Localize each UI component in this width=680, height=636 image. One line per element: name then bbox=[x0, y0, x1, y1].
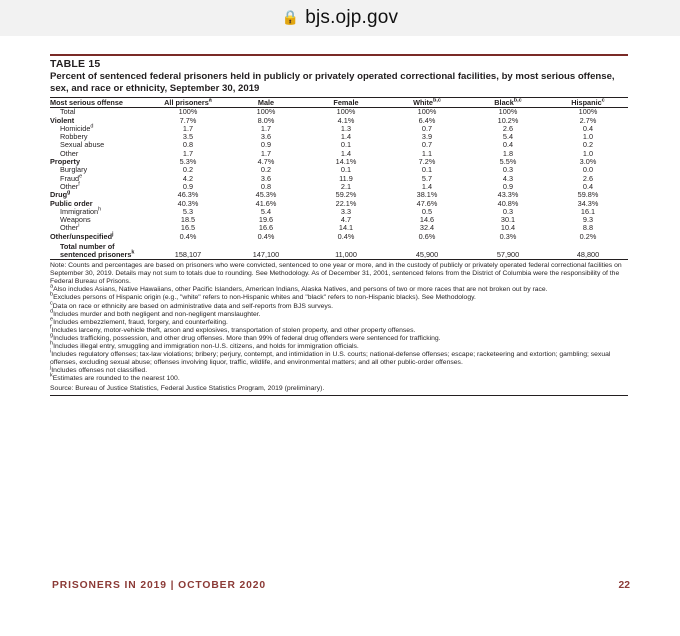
table-cell: 4.7% bbox=[257, 157, 275, 167]
table-cell: 41.6% bbox=[255, 198, 277, 208]
footnote-marker: f bbox=[50, 324, 52, 331]
column-header-label: Most serious offense bbox=[50, 97, 123, 107]
url-text[interactable]: bjs.ojp.gov bbox=[305, 7, 399, 28]
column-header-label: All prisoners bbox=[164, 97, 209, 107]
column-header-label-footnote-marker: b,c bbox=[513, 97, 522, 104]
row-label: Drug bbox=[50, 190, 68, 200]
table-cell: 1.8 bbox=[502, 148, 514, 158]
footnote-marker: b bbox=[50, 292, 54, 299]
table-cell: 45.3% bbox=[255, 190, 277, 200]
table-row bbox=[50, 208, 628, 216]
footnote bbox=[50, 300, 628, 311]
table-cell: 19.6 bbox=[258, 215, 274, 225]
table-cell: 5.5% bbox=[499, 157, 517, 167]
table-cell: 14.1% bbox=[335, 157, 357, 167]
footnote-marker: a bbox=[50, 284, 54, 291]
row-label: Weapons bbox=[60, 215, 91, 225]
footnote-text: Estimates are rounded to the nearest 100. bbox=[52, 375, 180, 383]
table-cell: 40.3% bbox=[177, 198, 199, 208]
footnote bbox=[50, 324, 628, 335]
row-label-footnote-marker: h bbox=[98, 206, 102, 213]
table-cell: 0.9 bbox=[502, 181, 514, 191]
table-cell: 1.0 bbox=[582, 148, 594, 158]
table-cell: 0.1 bbox=[421, 165, 433, 175]
table-cell: 0.3 bbox=[502, 206, 514, 216]
table-cell: 43.3% bbox=[497, 190, 519, 200]
table-cell: 4.1% bbox=[337, 115, 355, 125]
table-cell: 46.3% bbox=[177, 190, 199, 200]
footer-page-number: 22 bbox=[618, 580, 630, 591]
table-cell: 0.7 bbox=[421, 123, 433, 133]
table-cell: 0.1 bbox=[340, 165, 352, 175]
footnote-marker: k bbox=[50, 373, 53, 380]
table-cell: 3.6 bbox=[260, 132, 272, 142]
table-cell: 0.6% bbox=[418, 231, 436, 241]
column-header bbox=[468, 98, 548, 108]
table-cell: 1.4 bbox=[340, 148, 352, 158]
table-cell: 10.2% bbox=[497, 115, 519, 125]
table-cell: 0.1 bbox=[340, 140, 352, 150]
table-cell: 5.4 bbox=[502, 132, 514, 142]
row-label: Robbery bbox=[60, 132, 88, 142]
table-cell: 5.3 bbox=[182, 206, 194, 216]
total-row-label-cell bbox=[50, 241, 150, 260]
table-row bbox=[50, 117, 628, 125]
column-header-label: Female bbox=[333, 97, 359, 107]
footnote bbox=[50, 375, 628, 383]
table-row bbox=[50, 141, 628, 149]
table-cell: 1.3 bbox=[340, 123, 352, 133]
footnote-marker: d bbox=[50, 308, 54, 315]
table-cell: 0.4% bbox=[179, 231, 197, 241]
total-count-cell: 11,000 bbox=[306, 241, 386, 260]
footnote bbox=[50, 332, 628, 343]
total-count-cell: 147,100 bbox=[226, 241, 306, 260]
table-cell: 2.7% bbox=[579, 115, 597, 125]
footnote bbox=[50, 316, 628, 327]
column-header bbox=[386, 98, 468, 108]
table-cell: 2.1 bbox=[340, 181, 352, 191]
table-cell: 11.9 bbox=[339, 173, 353, 183]
footnote bbox=[50, 348, 628, 367]
table-cell: 59.2% bbox=[335, 190, 357, 200]
footnote-marker: e bbox=[50, 316, 54, 323]
table-cell: 1.7 bbox=[260, 123, 272, 133]
column-header bbox=[306, 98, 386, 108]
table-cell: 38.1% bbox=[416, 190, 438, 200]
table-cell: 100% bbox=[417, 107, 437, 117]
table-cell: 3.9 bbox=[421, 132, 433, 142]
table-cell: 4.7 bbox=[340, 215, 352, 225]
table-cell: 14.1 bbox=[338, 223, 354, 233]
table-cell: 1.4 bbox=[340, 132, 352, 142]
table-cell: 0.8 bbox=[260, 181, 272, 191]
table-header-row bbox=[50, 98, 628, 108]
footer-report-title: PRISONERS IN 2019 | OCTOBER 2020 bbox=[52, 580, 267, 591]
table-cell: 22.1% bbox=[335, 198, 357, 208]
table-cell: 40.8% bbox=[497, 198, 519, 208]
footnote-text: Includes offenses not classified. bbox=[51, 367, 148, 375]
row-label: Other bbox=[60, 223, 79, 233]
footnote-text: Also includes Asians, Native Hawaiians, other Pacific Islanders, American Indians, Alaska Natives, and persons of two or more races that are not broken out by race. bbox=[53, 286, 548, 294]
table-row bbox=[50, 125, 628, 133]
column-header-label-footnote-marker: b,c bbox=[432, 97, 441, 104]
table-cell: 100% bbox=[336, 107, 356, 117]
column-header-label-footnote-marker: a bbox=[208, 97, 212, 104]
footnote-text: Includes murder and both negligent and non-negligent manslaughter. bbox=[53, 310, 261, 318]
footnote bbox=[50, 294, 628, 302]
table-cell: 5.7 bbox=[421, 173, 433, 183]
column-header bbox=[50, 98, 150, 108]
data-table bbox=[50, 97, 628, 260]
table-cell: 100% bbox=[498, 107, 518, 117]
table-cell: 0.7 bbox=[421, 140, 433, 150]
row-label-footnote-marker: d bbox=[90, 123, 94, 130]
table-cell: 4.2 bbox=[182, 173, 194, 183]
table-cell: 47.6% bbox=[416, 198, 438, 208]
table-body bbox=[50, 108, 628, 260]
footnote-text: Excludes persons of Hispanic origin (e.g., "white" refers to non-Hispanic whites and "black" refers to non-Hispanic blacks). See Methodology. bbox=[53, 294, 476, 302]
table-cell: 5.3% bbox=[179, 157, 197, 167]
table-cell: 0.2 bbox=[582, 140, 594, 150]
table-cell: 16.1 bbox=[580, 206, 596, 216]
row-label-footnote-marker: j bbox=[112, 231, 114, 238]
source-note: Source: Bureau of Justice Statistics, Federal Justice Statistics Program, 2019 (preliminary). bbox=[50, 385, 628, 395]
column-header-label: Male bbox=[257, 97, 275, 107]
footnote-text: Includes illegal entry, smuggling and immigration non-U.S. citizens, and holds for immigration officials. bbox=[53, 342, 359, 350]
table-cell: 16.6 bbox=[258, 223, 274, 233]
row-label: Fraud bbox=[60, 173, 80, 183]
total-count-cell: 158,107 bbox=[150, 241, 226, 260]
table-cell: 0.4 bbox=[582, 123, 594, 133]
row-label: Other/unspecified bbox=[50, 231, 113, 241]
table-cell: 14.6 bbox=[419, 215, 435, 225]
footnote-text: Data on race or ethnicity are based on administrative data and self-reports from BJS surveys. bbox=[52, 302, 334, 310]
column-header bbox=[548, 98, 628, 108]
table-cell: 4.3 bbox=[502, 173, 514, 183]
table-cell: 1.7 bbox=[182, 123, 194, 133]
table-cell: 3.6 bbox=[260, 173, 272, 183]
column-header-label: Black bbox=[494, 97, 514, 107]
table-title: Percent of sentenced federal prisoners held in publicly or privately operated correctional facilities, by most serious offense, sex, and race or ethnicity, September 30, 2019 bbox=[50, 71, 615, 94]
row-label: Homicide bbox=[60, 123, 91, 133]
table-cell: 10.4 bbox=[500, 223, 516, 233]
table-cell: 100% bbox=[256, 107, 276, 117]
footnote-marker: c bbox=[50, 300, 53, 307]
table-cell: 0.2% bbox=[579, 231, 597, 241]
table-row bbox=[50, 233, 628, 241]
table-cell: 0.2 bbox=[260, 165, 272, 175]
table-cell: 0.2 bbox=[182, 165, 194, 175]
table-cell: 7.2% bbox=[418, 157, 436, 167]
total-count-cell: 48,800 bbox=[548, 241, 628, 260]
document-page bbox=[10, 36, 670, 636]
row-label: Burglary bbox=[60, 165, 88, 175]
browser-address-bar[interactable] bbox=[0, 0, 680, 36]
column-header-label: Hispanic bbox=[571, 97, 602, 107]
table-cell: 7.7% bbox=[179, 115, 197, 125]
table-cell: 8.8 bbox=[582, 223, 594, 233]
column-header bbox=[150, 98, 226, 108]
column-header-label: White bbox=[413, 97, 433, 107]
total-count-cell: 45,900 bbox=[386, 241, 468, 260]
total-count-row bbox=[50, 241, 628, 260]
table-cell: 18.5 bbox=[180, 215, 196, 225]
footnote bbox=[50, 340, 628, 351]
table-cell: 0.4 bbox=[502, 140, 514, 150]
row-label: Other bbox=[60, 181, 79, 191]
table-cell: 100% bbox=[578, 107, 598, 117]
table-cell: 3.3 bbox=[340, 206, 352, 216]
table-cell: 0.9 bbox=[182, 181, 194, 191]
row-label: Violent bbox=[50, 115, 75, 125]
table-cell: 32.4 bbox=[419, 223, 435, 233]
footnote-text: Note: Counts and percentages are based on prisoners who were convicted, sentenced to one year or more, and in the custody of publicly or privately operated federal correctional facilities on September 30, 2019. Details may not sum to totals due to rounding. See Methodology. As of December 31, 2001, sentenced felons from the District of Columbia were the responsibility of the Federal Bureau of Prisons. bbox=[50, 262, 622, 286]
table-cell: 0.4% bbox=[337, 231, 355, 241]
table-cell: 2.6 bbox=[582, 173, 594, 183]
footnote-text: Includes regulatory offenses; tax-law violations; bribery; perjury, contempt, and intimidation in U.S. courts; national-defense offenses; escape; racketeering and extortion; gambling; sexual offenses, excluding sexual abuse; offenses involving liquor, traffic, wildlife, and environmental matters; and all other public-order offenses. bbox=[50, 351, 611, 367]
table-row bbox=[50, 133, 628, 141]
table-cell: 5.4 bbox=[260, 206, 272, 216]
table-cell: 1.7 bbox=[260, 148, 272, 158]
row-label: Sexual abuse bbox=[60, 140, 105, 150]
footnote-marker: j bbox=[50, 365, 52, 371]
table-cell: 3.0% bbox=[579, 157, 597, 167]
column-header-label-footnote-marker: c bbox=[601, 97, 605, 104]
row-label: Total bbox=[60, 107, 76, 117]
table-cell: 34.3% bbox=[577, 198, 599, 208]
table-cell: 0.4 bbox=[582, 181, 594, 191]
table-cell: 8.0% bbox=[257, 115, 275, 125]
row-label: Other bbox=[60, 148, 79, 158]
row-label-footnote-marker: f bbox=[78, 181, 80, 188]
row-label-cell bbox=[50, 233, 150, 241]
footnote-marker: g bbox=[50, 332, 54, 339]
table-notes bbox=[50, 262, 628, 383]
table-cell: 0.5 bbox=[421, 206, 433, 216]
table-cell: 0.3% bbox=[499, 231, 517, 241]
lock-icon: 🔒 bbox=[281, 10, 300, 26]
row-label: Property bbox=[50, 157, 81, 167]
row-label-footnote-marker: i bbox=[78, 223, 80, 230]
table-cell: 0.0 bbox=[582, 165, 594, 175]
table-cell: 30.1 bbox=[500, 215, 516, 225]
row-label: Immigration bbox=[60, 206, 99, 216]
column-header bbox=[226, 98, 306, 108]
table-cell: 59.8% bbox=[577, 190, 599, 200]
total-row-label: Total number of sentenced prisoners bbox=[60, 242, 132, 260]
table-label: TABLE 15 bbox=[50, 54, 628, 70]
row-label: Public order bbox=[50, 198, 93, 208]
table-cell: 0.4% bbox=[257, 231, 275, 241]
table-cell: 0.8 bbox=[182, 140, 194, 150]
table-cell: 1.7 bbox=[182, 148, 194, 158]
table-cell: 16.5 bbox=[180, 223, 196, 233]
table-cell: 100% bbox=[178, 107, 198, 117]
total-count-cell: 57,900 bbox=[468, 241, 548, 260]
table-cell: 1.4 bbox=[421, 181, 433, 191]
table-cell: 6.4% bbox=[418, 115, 436, 125]
table-cell: 0.9 bbox=[260, 140, 272, 150]
table-cell: 0.3 bbox=[502, 165, 514, 175]
footnote-marker: i bbox=[50, 348, 52, 355]
total-row-label-footnote-marker: k bbox=[131, 249, 135, 256]
row-label-footnote-marker: e bbox=[79, 173, 83, 180]
footnote-marker: h bbox=[50, 340, 54, 347]
footnote bbox=[50, 308, 628, 319]
row-label-footnote-marker: g bbox=[67, 189, 71, 196]
table-row bbox=[50, 175, 628, 183]
table-cell: 2.6 bbox=[502, 123, 514, 133]
footnote-text: Includes trafficking, possession, and other drug offenses. More than 99% of federal drug offenders were sentenced for trafficking. bbox=[53, 334, 441, 342]
table-row bbox=[50, 158, 628, 166]
table-cell: 9.3 bbox=[582, 215, 594, 225]
table-cell: 3.5 bbox=[182, 132, 194, 142]
table-cell: 1.1 bbox=[421, 148, 433, 158]
table-row bbox=[50, 200, 628, 208]
footnote bbox=[50, 262, 628, 286]
table-section bbox=[50, 54, 628, 396]
footnote-text: Includes embezzlement, fraud, forgery, and counterfeiting. bbox=[53, 318, 228, 326]
footnote-text: Includes larceny, motor-vehicle theft, arson and explosives, transportation of stolen property, and other property offenses. bbox=[51, 326, 416, 334]
table-cell: 1.0 bbox=[582, 132, 594, 142]
